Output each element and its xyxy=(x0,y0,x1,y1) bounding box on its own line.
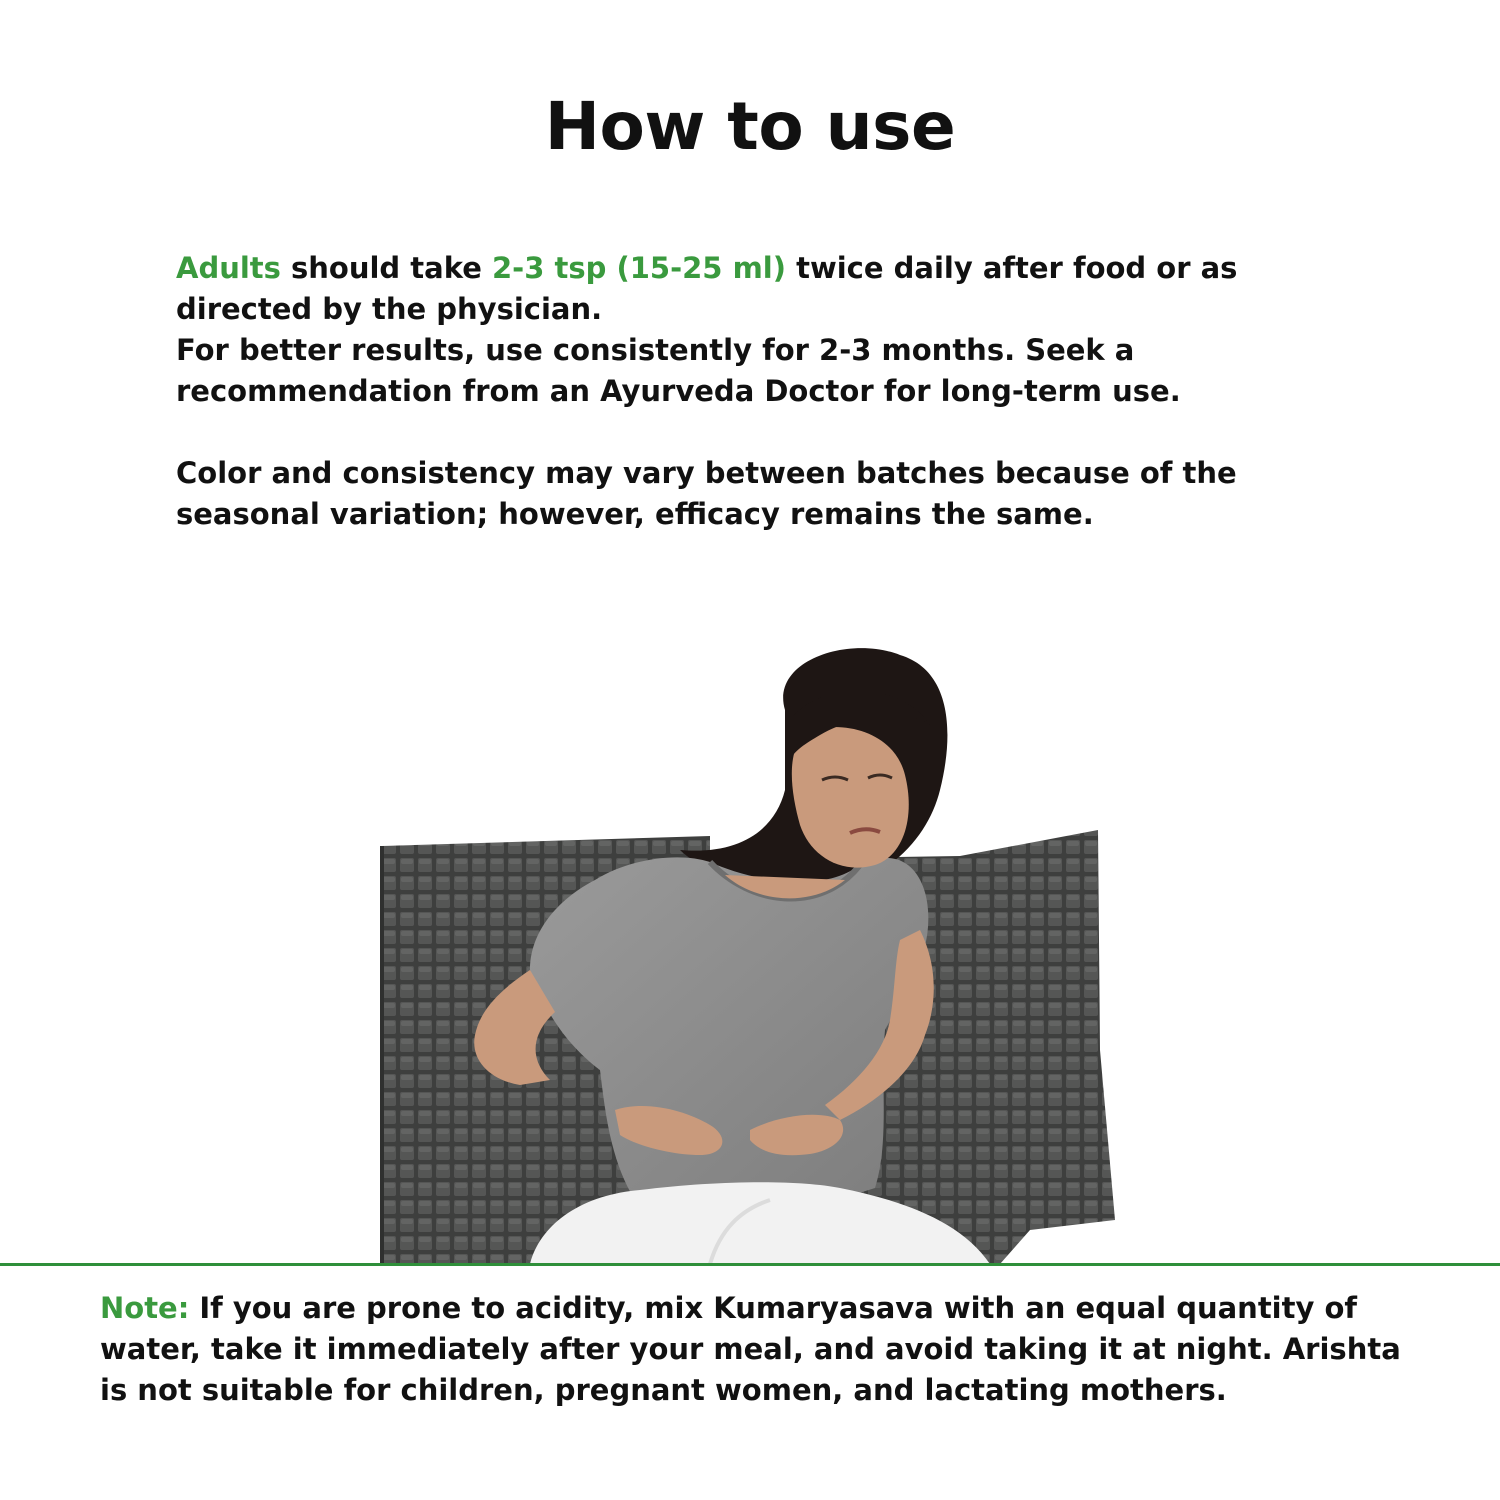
section-divider xyxy=(0,1263,1500,1266)
product-illustration-photo xyxy=(380,640,1120,1264)
consistency-paragraph: Color and consistency may vary between batches because of the seasonal variation; however, efficacy remains the same. xyxy=(176,456,1237,531)
note-label: Note: xyxy=(100,1291,190,1325)
note-text: If you are prone to acidity, mix Kumaryasava with an equal quantity of water, take it immediately after your meal, and avoid taking it at night. Arishta is not suitable for children, pregnant women, and lactating mothers. xyxy=(100,1291,1401,1407)
audience-highlight: Adults xyxy=(176,251,281,285)
paragraph-spacer xyxy=(176,412,1376,453)
page-title: How to use xyxy=(544,88,956,165)
duration-paragraph: For better results, use consistently for 2-3 months. Seek a recommendation from an Ayurveda Doctor for long-term use. xyxy=(176,333,1181,408)
usage-instructions xyxy=(176,248,1376,535)
woman-stomach-pain-illustration xyxy=(380,640,1120,1264)
note-section xyxy=(100,1288,1410,1411)
dosage-paragraph xyxy=(176,248,1376,330)
dosage-text-2: twice daily after food or as directed by the physician. xyxy=(176,251,1238,326)
dosage-text-1: should take xyxy=(280,251,492,285)
dose-highlight: 2-3 tsp (15-25 ml) xyxy=(492,251,786,285)
